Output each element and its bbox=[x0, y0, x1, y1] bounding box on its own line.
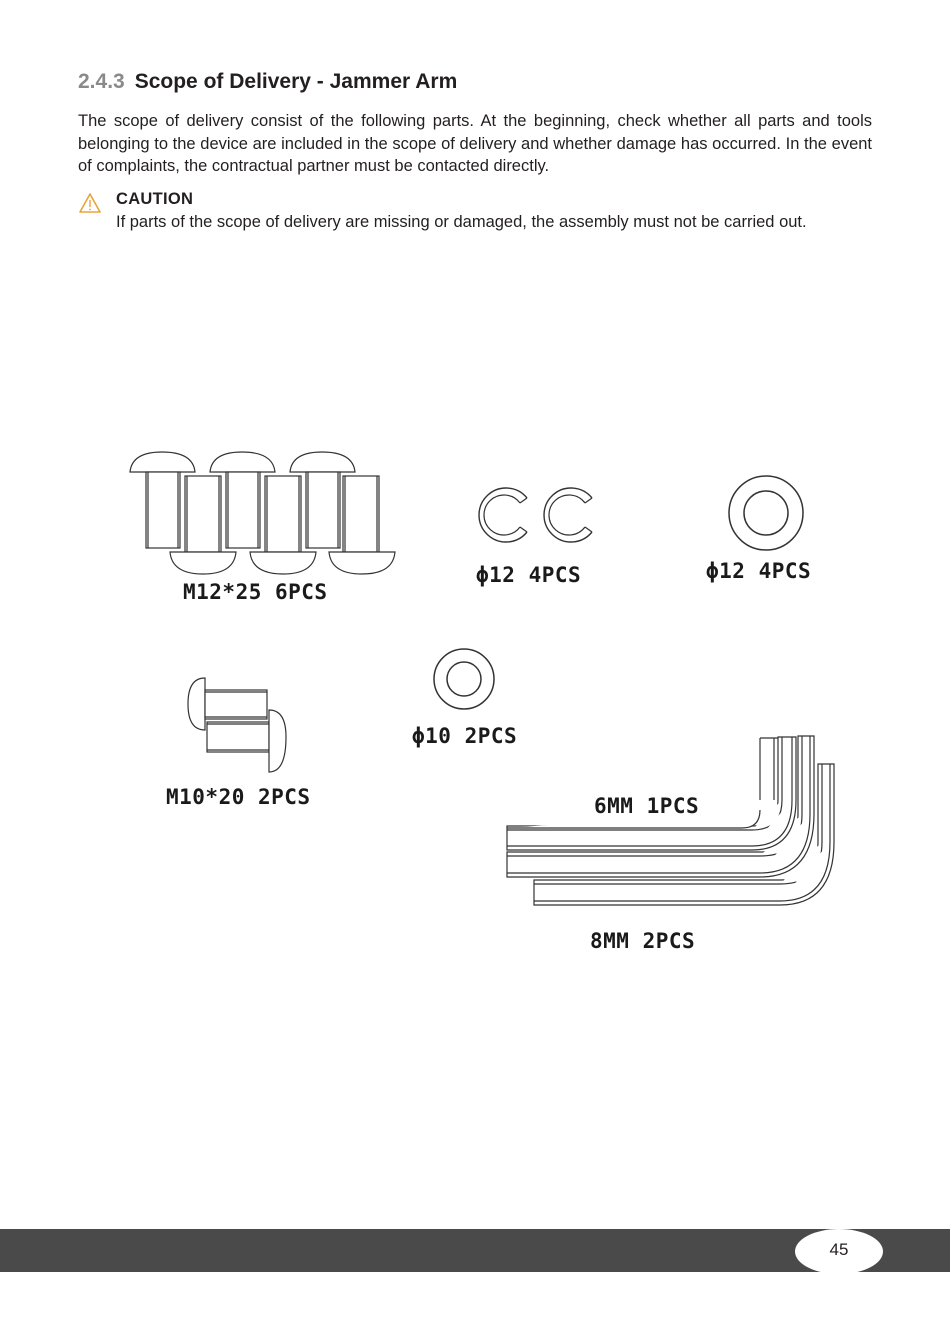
caution-text: If parts of the scope of delivery are missing or damaged, the assembly must not be carried out. bbox=[116, 213, 807, 231]
bolt-m10-label: M10*20 2PCS bbox=[166, 785, 311, 809]
spring-washer-12-label: ϕ12 4PCS bbox=[476, 563, 582, 587]
bolt-m12-label: M12*25 6PCS bbox=[183, 580, 328, 604]
m10-bolt-illustration bbox=[188, 678, 286, 772]
m12-bolt-illustration bbox=[130, 452, 395, 574]
section-title: Scope of Delivery - Jammer Arm bbox=[134, 70, 458, 93]
caution-title: CAUTION bbox=[116, 190, 194, 208]
section-number: 2.4.3 bbox=[78, 70, 125, 93]
spring-washer-illustration bbox=[479, 488, 592, 542]
hex-keys-illustration bbox=[507, 736, 834, 905]
flat-washer-12-label: ϕ12 4PCS bbox=[706, 559, 812, 583]
washer-10-label: ϕ10 2PCS bbox=[412, 724, 518, 748]
washer-10-illustration bbox=[434, 649, 494, 709]
hex-key-8-label: 8MM 2PCS bbox=[590, 929, 696, 953]
hex-key-6-label: 6MM 1PCS bbox=[594, 794, 700, 818]
flat-washer-12-illustration bbox=[729, 476, 803, 550]
intro-paragraph: The scope of delivery consist of the following parts. At the beginning, check whether all parts and tools belonging to the device are included in the scope of delivery and whether damage has occurred. In the event of complaints, the contractual partner must be contacted directly. bbox=[78, 112, 872, 175]
page-number: 45 bbox=[829, 1240, 849, 1259]
